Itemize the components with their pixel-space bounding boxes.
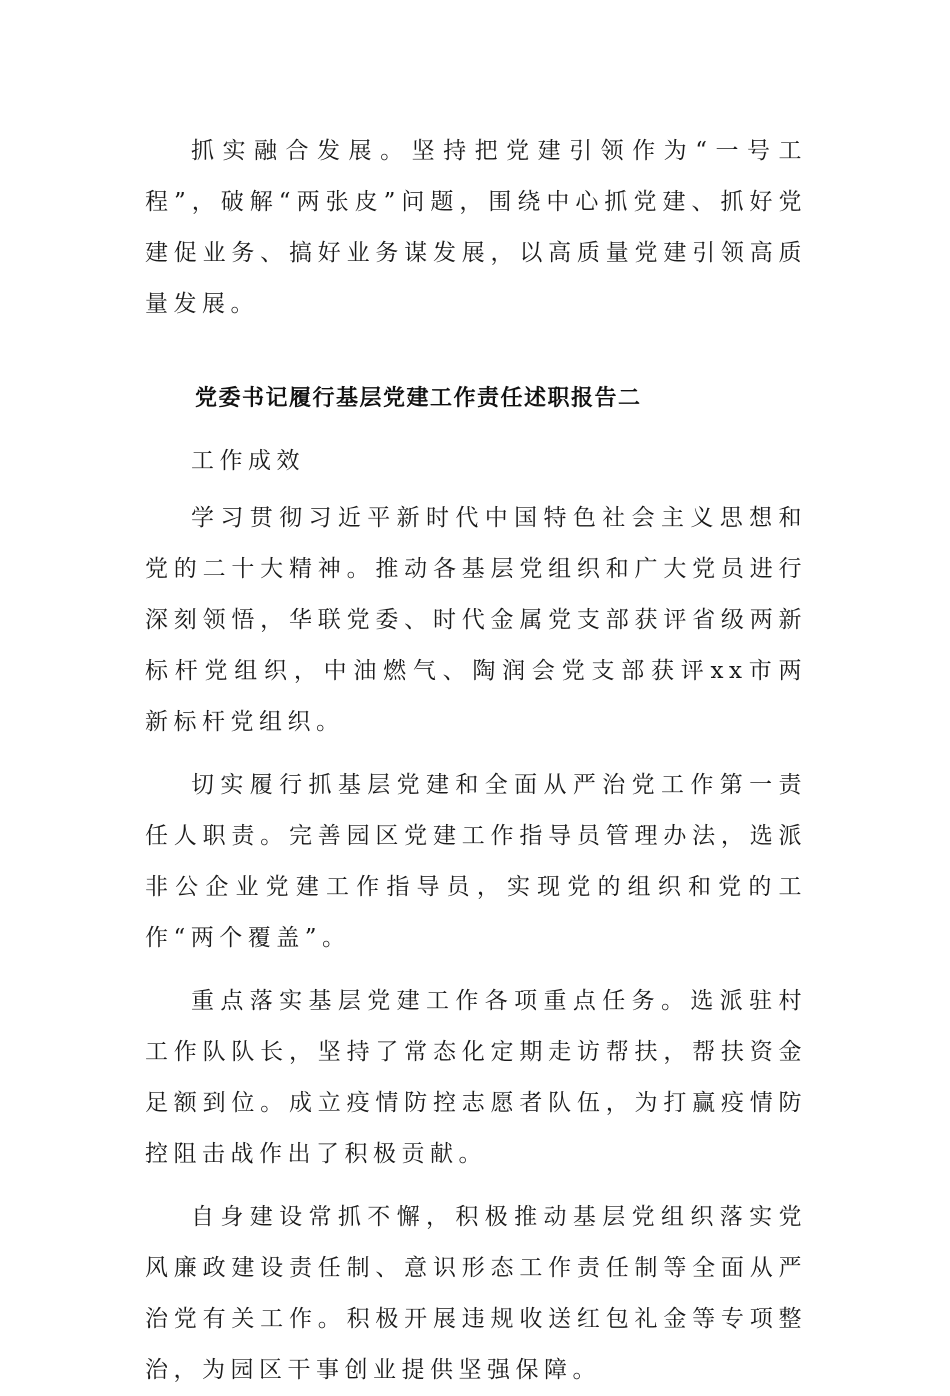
section-heading: 工作成效: [191, 448, 305, 474]
document-body: [145, 126, 807, 1396]
body-paragraph-2: 切实履行抓基层党建和全面从严治党工作第一责任人职责。完善园区党建工作指导员管理办法，选派非公企业党建工作指导员，实现党的组织和党的工作“两个覆盖”。: [145, 772, 807, 951]
body-paragraph-3: 重点落实基层党建工作各项重点任务。选派驻村工作队队长，坚持了常态化定期走访帮扶，帮扶资金足额到位。成立疫情防控志愿者队伍，为打赢疫情防控阻击战作出了积极贡献。: [145, 988, 807, 1167]
intro-paragraph: 抓实融合发展。坚持把党建引领作为“一号工程”，破解“两张皮”问题，围绕中心抓党建、抓好党建促业务、搞好业务谋发展，以高质量党建引领高质量发展。: [145, 138, 807, 317]
body-paragraph-1: 学习贯彻习近平新时代中国特色社会主义思想和党的二十大精神。推动各基层党组织和广大党员进行深刻领悟，华联党委、时代金属党支部获评省级两新标杆党组织，中油燃气、陶润会党支部获评xx市两新标杆党组织。: [145, 505, 807, 735]
report-title: 党委书记履行基层党建工作责任述职报告二: [195, 386, 642, 411]
body-paragraph-4: 自身建设常抓不懈，积极推动基层党组织落实党风廉政建设责任制、意识形态工作责任制等全面从严治党有关工作。积极开展违规收送红包礼金等专项整治，为园区干事创业提供坚强保障。: [145, 1204, 807, 1383]
